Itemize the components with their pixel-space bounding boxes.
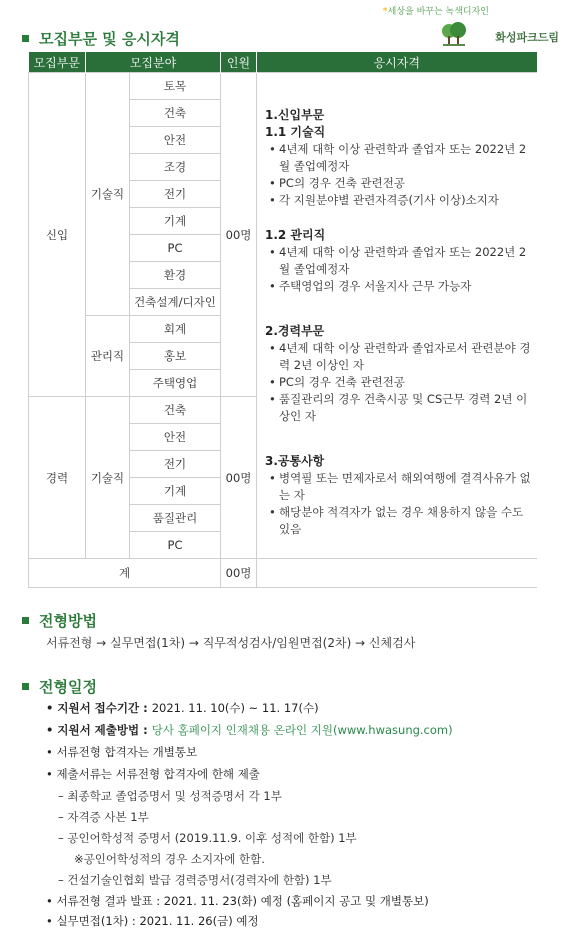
req-item: • 해당분야 적격자가 없는 경우 채용하지 않을 수도 있음: [269, 505, 524, 536]
doc-item: – 공인어학성적 증명서 (2019.11.9. 이후 성적에 한함) 1부: [58, 831, 357, 845]
square-bullet-icon: [22, 683, 29, 690]
req-item: • 주택영업의 경우 서울지사 근무 가능자: [269, 279, 472, 293]
header-requirements: 응시자격: [257, 52, 537, 73]
field-cell: 건축설계/디자인: [130, 289, 221, 316]
requirements-common: [265, 453, 537, 538]
req-item: • 4년제 대학 이상 관련학과 졸업자로서 관련분야 경력 2년 이상인 자: [269, 341, 531, 372]
doc-item: – 건설기술인협회 발급 경력증명서(경력자에 한함) 1부: [58, 873, 332, 887]
field-cell: 기계: [130, 478, 221, 505]
section-title-schedule: 전형일정: [22, 676, 97, 697]
field-cell: 건축: [130, 397, 221, 424]
lang-note: ※공인어학성적의 경우 소지자에 한함.: [74, 852, 265, 866]
requirements-career: [265, 323, 537, 425]
req-common-title: 3.공통사항: [265, 454, 325, 468]
req-item: • PC의 경우 건축 관련전공: [269, 375, 405, 389]
field-cell: 전기: [130, 451, 221, 478]
tree-icon: [441, 22, 467, 46]
field-cell: 홍보: [130, 343, 221, 370]
req-new-title: 1.신입부문: [265, 108, 325, 122]
req-admin-title: 1.2 관리직: [265, 228, 326, 242]
requirements-cell: [257, 73, 537, 559]
req-tech-title: 1.1 기술직: [265, 125, 326, 139]
recruitment-table: [28, 52, 537, 588]
field-cell: PC: [130, 532, 221, 559]
count-new: 00명: [221, 73, 257, 397]
req-item: • 4년제 대학 이상 관련학과 졸업자 또는 2022년 2월 졸업예정자: [269, 245, 527, 276]
division-new: 신입: [29, 73, 86, 397]
category-career-tech: 기술직: [86, 397, 130, 559]
req-item: • PC의 경우 건축 관련전공: [269, 176, 405, 190]
field-cell: 건축: [130, 100, 221, 127]
logo-slogan: *세상을 바꾸는 녹색디자인: [382, 6, 489, 17]
schedule-apply-period: • 지원서 접수기간 : 2021. 11. 10(수) ~ 11. 17(수): [46, 701, 319, 715]
field-cell: 전기: [130, 181, 221, 208]
req-item: • 품질관리의 경우 건축시공 및 CS근무 경력 2년 이상인 자: [269, 392, 528, 423]
field-cell: 회계: [130, 316, 221, 343]
category-new-admin: 관리직: [86, 316, 130, 397]
field-cell: 토목: [130, 73, 221, 100]
req-item: • 4년제 대학 이상 관련학과 졸업자 또는 2022년 2월 졸업예정자: [269, 142, 527, 173]
total-label: 계: [29, 559, 221, 588]
header-division: 모집부문: [29, 52, 86, 73]
req-item: • 병역필 또는 면제자로서 해외여행에 결격사유가 없는 자: [269, 471, 531, 502]
square-bullet-icon: [22, 617, 29, 624]
field-cell: 안전: [130, 127, 221, 154]
website-link[interactable]: 당사 홈페이지 인재채용 온라인 지원(www.hwasung.com): [151, 723, 453, 737]
field-cell: 안전: [130, 424, 221, 451]
total-empty: [257, 559, 537, 588]
field-cell: 조경: [130, 154, 221, 181]
doc-item: – 자격증 사본 1부: [58, 810, 149, 824]
schedule-doc-pass: • 서류전형 합격자는 개별통보: [46, 745, 198, 759]
req-career-title: 2.경력부문: [265, 324, 325, 338]
field-cell: 주택영업: [130, 370, 221, 397]
req-item: • 각 지원분야별 관련자격증(기사 이상)소지자: [269, 193, 499, 207]
square-bullet-icon: [22, 35, 29, 42]
count-career: 00명: [221, 397, 257, 559]
company-logo: [382, 4, 559, 46]
field-cell: PC: [130, 235, 221, 262]
category-new-tech: 기술직: [86, 73, 130, 316]
schedule-submit-method: • 지원서 제출방법 : 당사 홈페이지 인재채용 온라인 지원(www.hwasung.com): [46, 723, 453, 737]
section-title-method: 전형방법: [22, 610, 97, 631]
table-header-row: [29, 52, 537, 73]
header-count: 인원: [221, 52, 257, 73]
field-cell: 품질관리: [130, 505, 221, 532]
field-cell: 기계: [130, 208, 221, 235]
total-count: 00명: [221, 559, 257, 588]
field-cell: 환경: [130, 262, 221, 289]
table-row: [29, 73, 537, 100]
star-icon: *: [382, 6, 388, 17]
table-row-total: [29, 559, 537, 588]
section-title-recruitment: 모집부문 및 응시자격: [22, 28, 180, 49]
logo-name: 화성파크드림: [495, 31, 559, 44]
schedule-doc-result: • 서류전형 결과 발표 : 2021. 11. 23(화) 예정 (홈페이지 공고 및 개별통보): [46, 894, 429, 908]
division-career: 경력: [29, 397, 86, 559]
schedule-submit-docs: • 제출서류는 서류전형 합격자에 한해 제출: [46, 767, 260, 781]
header-field: 모집분야: [86, 52, 221, 73]
doc-item: – 최종학교 졸업증명서 및 성적증명서 각 1부: [58, 789, 282, 803]
selection-steps: 서류전형 → 실무면접(1차) → 직무적성검사/임원면접(2차) → 신체검사: [46, 636, 416, 650]
requirements-new: [265, 107, 537, 295]
schedule-interview1: • 실무면접(1차) : 2021. 11. 26(금) 예정: [46, 914, 259, 928]
